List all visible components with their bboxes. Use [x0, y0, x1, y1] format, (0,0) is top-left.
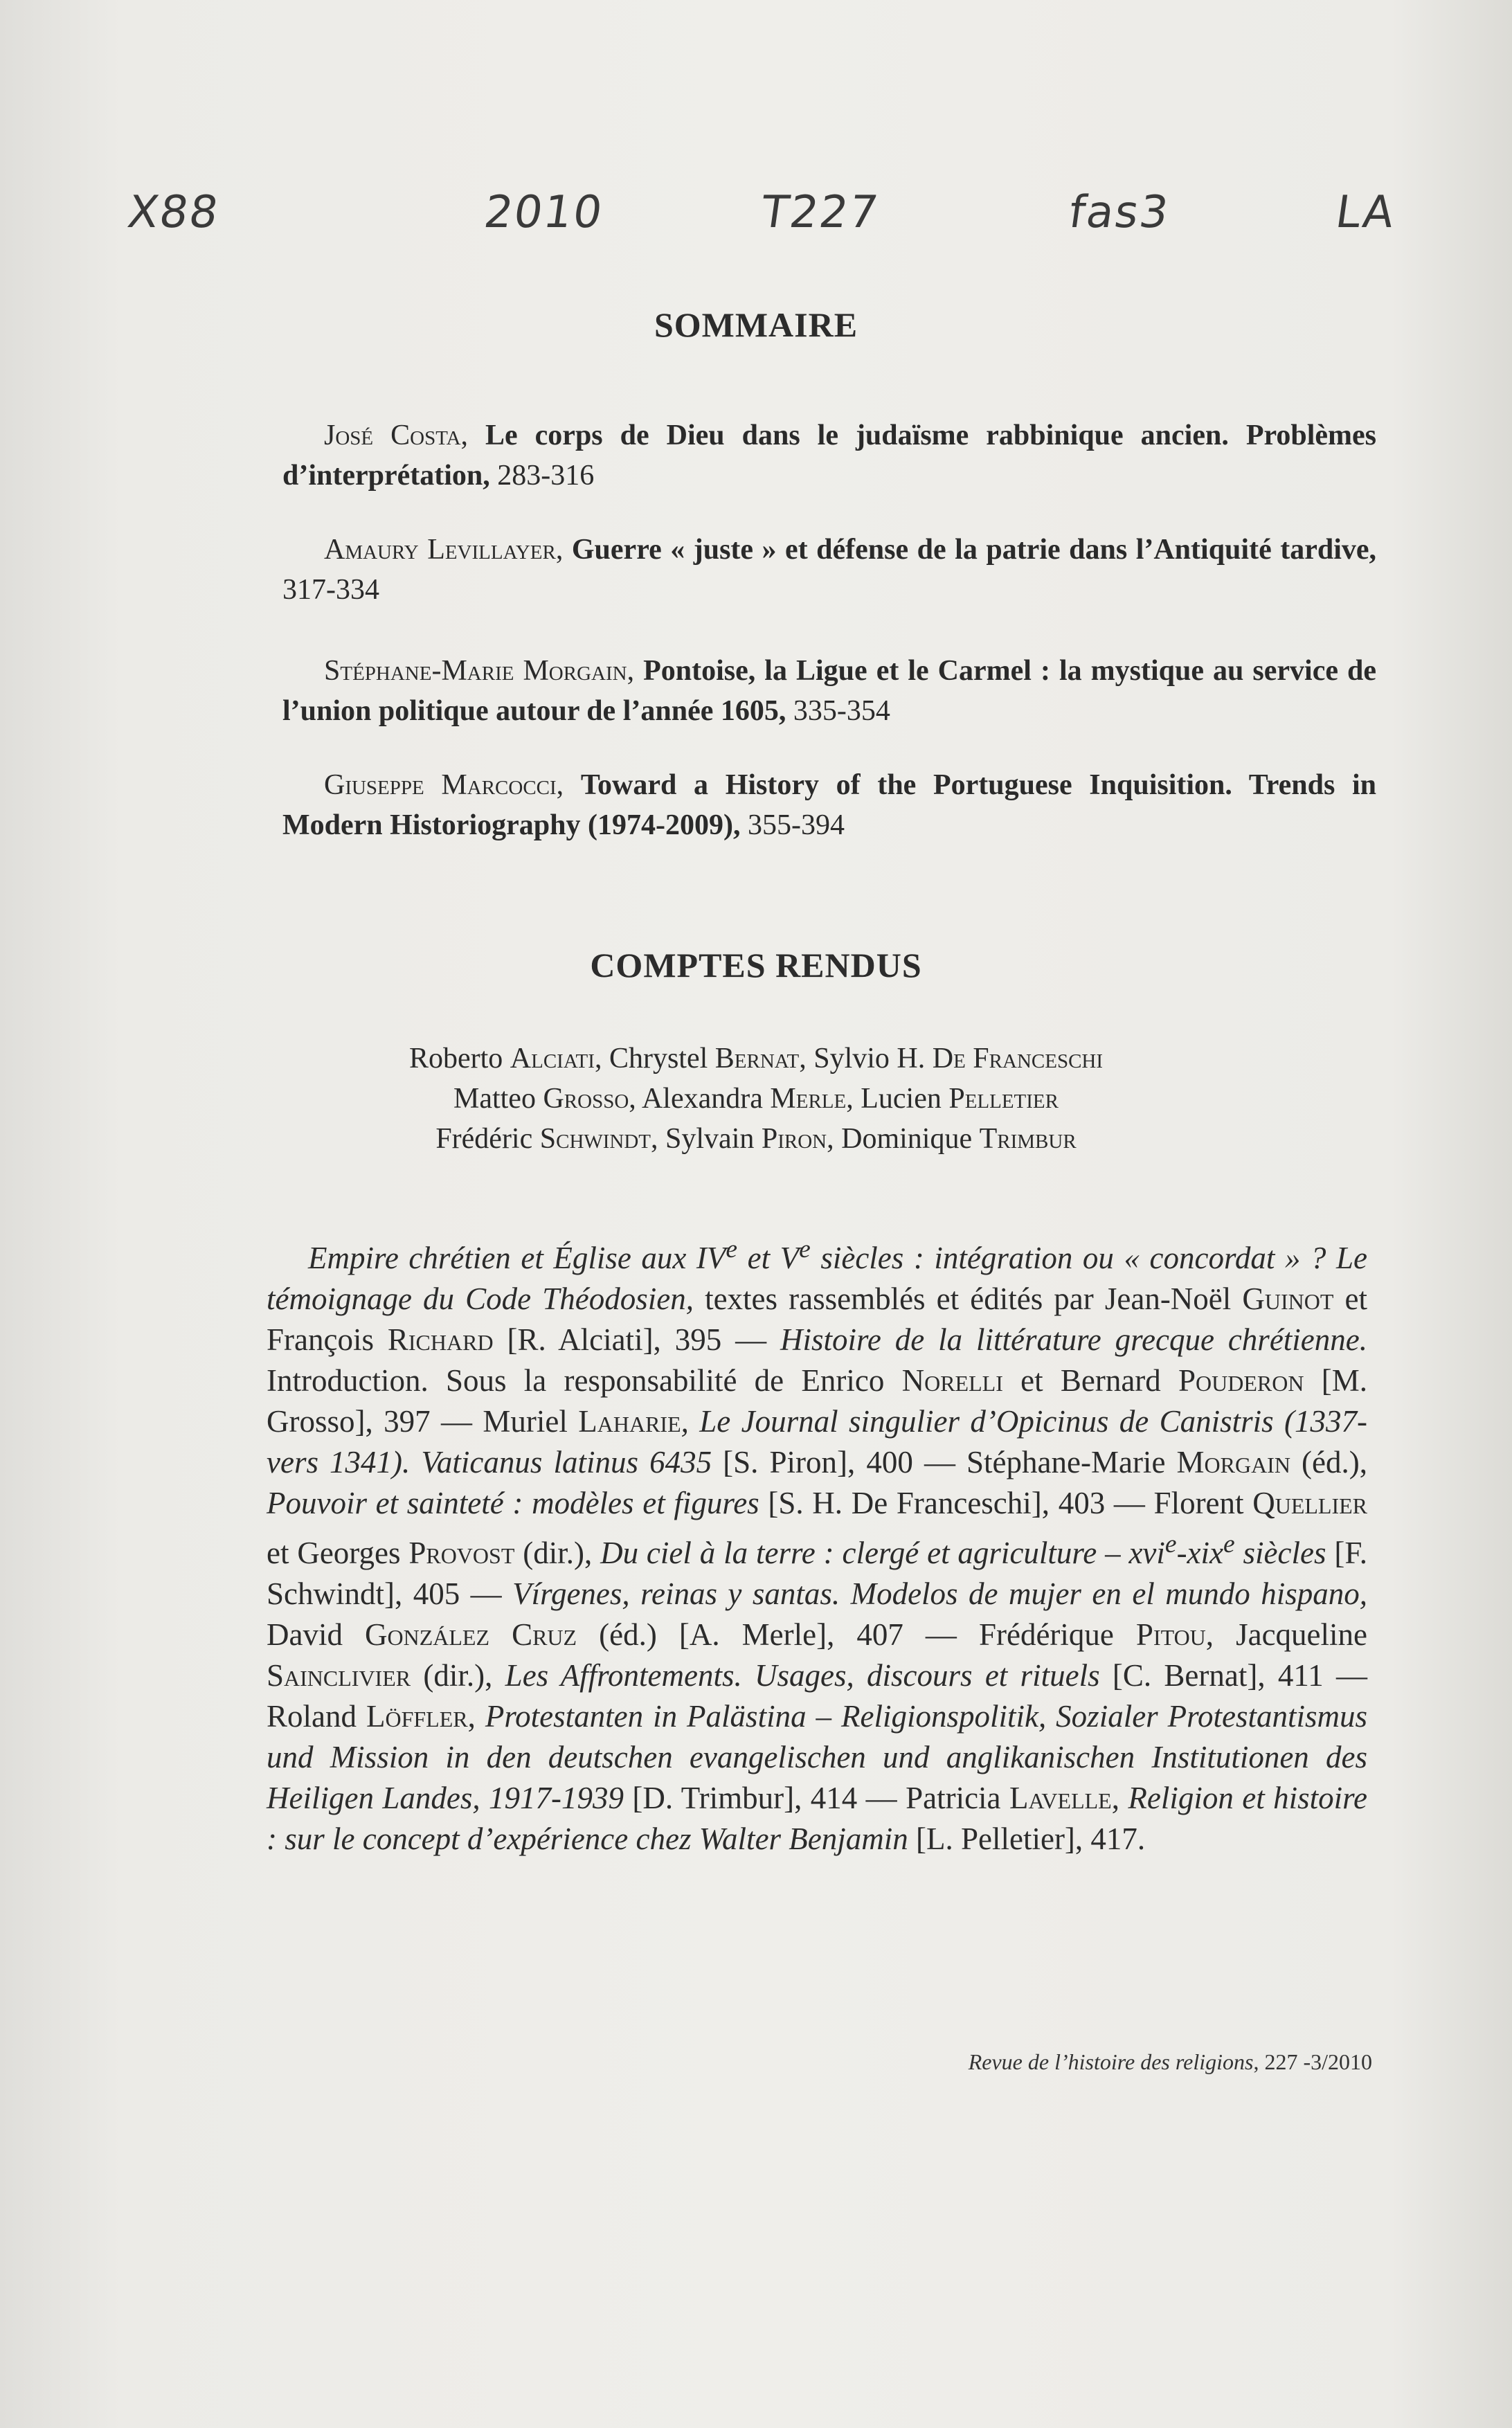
review-text: , — [1111, 1781, 1128, 1815]
entry-author: Amaury Levillayer, — [324, 534, 564, 566]
review-text: Muriel — [483, 1404, 579, 1439]
reviewer-last: Pelletier — [948, 1083, 1059, 1115]
reviewers-line-3: Frédéric Schwindt, Sylvain Piron, Dominique Trimbur — [435, 1123, 1077, 1155]
review-title: Les Affrontements. Usages, discours et rituels — [505, 1658, 1100, 1693]
review-title: Du ciel à la terre : clergé et agriculture – xvi — [600, 1536, 1165, 1570]
review-ref: [C. Bernat], 411 — — [1099, 1658, 1368, 1693]
handwritten-note-3: T227 — [757, 187, 883, 238]
review-title: siècles : intégration ou « concordat » ? Le témoignage du Code Théodosien, — [267, 1241, 1367, 1316]
review-title: e — [1164, 1530, 1177, 1558]
reviewer-last: De Franceschi — [932, 1043, 1104, 1074]
reviewer-first: Sylvio H. — [813, 1043, 926, 1074]
review-author: Richard — [387, 1322, 494, 1357]
reviewers-line-2: Matteo Grosso, Alexandra Merle, Lucien Pelletier — [453, 1083, 1059, 1115]
review-author: Morgain — [1176, 1445, 1290, 1480]
entry-author: Giuseppe Marcocci, — [324, 769, 564, 801]
review-text: et François — [267, 1282, 1367, 1357]
review-title: Pouvoir et sainteté : modèles et figures — [267, 1486, 759, 1520]
reviewer-first: Roberto — [408, 1043, 503, 1074]
review-text: Florent — [1153, 1486, 1253, 1520]
sommaire-heading: SOMMAIRE — [654, 305, 858, 344]
journal-footer — [846, 2049, 1372, 2075]
review-author: Pitou — [1135, 1617, 1206, 1652]
entry-title: Guerre « juste » et défense de la patrie dans l’Antiquité tardive, — [571, 534, 1377, 566]
review-author: Löffler — [366, 1699, 468, 1734]
review-author: Quellier — [1252, 1486, 1368, 1520]
reviewer-first: Frédéric — [435, 1123, 533, 1155]
sommaire-entry — [282, 530, 1376, 610]
review-author: Laharie — [578, 1404, 681, 1439]
review-ref: [M. Grosso], 397 — — [267, 1363, 1368, 1439]
reviewer-first: Chrystel — [609, 1043, 708, 1074]
review-title: e — [1223, 1530, 1235, 1558]
review-title: Empire chrétien et Église aux — [308, 1241, 696, 1275]
review-ref: [R. Alciati], 395 — — [493, 1322, 780, 1357]
review-author: Guinot — [1242, 1282, 1334, 1316]
reviewer-last: Trimbur — [979, 1123, 1077, 1155]
reviews-paragraph — [267, 1229, 1367, 1860]
review-text: (dir.), — [411, 1658, 505, 1693]
entry-pages: 335-354 — [793, 695, 890, 727]
review-ref: [D. Trimbur], 414 — — [624, 1781, 906, 1815]
sommaire-entry — [282, 415, 1376, 496]
review-text: David — [267, 1617, 366, 1652]
review-text: , — [467, 1699, 485, 1734]
review-title: Vírgenes, reinas y santas. Modelos de mujer en el mundo hispano, — [512, 1576, 1367, 1611]
review-text: textes rassemblés et édités par Jean-Noël — [693, 1282, 1243, 1316]
reviewer-first: Dominique — [841, 1123, 973, 1155]
reviewer-last: Merle — [770, 1083, 847, 1115]
reviewer-last: Grosso — [543, 1083, 629, 1115]
review-title: et — [737, 1241, 780, 1275]
reviewer-last: Piron — [761, 1123, 827, 1155]
review-author: González Cruz — [365, 1617, 577, 1652]
review-author: Norelli — [901, 1363, 1003, 1398]
review-title: IV — [696, 1241, 726, 1275]
entry-pages: 355-394 — [747, 809, 845, 841]
review-text: et Georges — [267, 1536, 409, 1570]
review-ref: [S. Piron], 400 — — [712, 1445, 967, 1480]
review-title: Histoire de la littérature grecque chrétienne. — [780, 1322, 1367, 1357]
reviewers-line-1: Roberto Alciati, Chrystel Bernat, Sylvio H. De Franceschi — [408, 1043, 1104, 1074]
reviewer-first: Lucien — [861, 1083, 942, 1115]
review-title: Religion et histoire : sur le concept d’expérience chez Walter Benjamin — [267, 1781, 1368, 1856]
comptes-rendus-heading: COMPTES RENDUS — [590, 946, 922, 984]
handwritten-note-1: X88 — [124, 187, 223, 238]
review-text: Frédérique — [978, 1617, 1136, 1652]
review-author: Sainclivier — [267, 1658, 411, 1693]
review-author: Provost — [408, 1536, 515, 1570]
sommaire-entry — [282, 765, 1376, 845]
review-ref: [S. H. De Franceschi], 403 — — [759, 1486, 1154, 1520]
review-title: e — [799, 1235, 811, 1264]
review-title: V — [780, 1241, 800, 1275]
review-text: , Jacqueline — [1205, 1617, 1367, 1652]
review-ref: [L. Pelletier], 417. — [908, 1822, 1146, 1856]
journal-issue: , 227 -3/2010 — [1253, 2049, 1372, 2074]
review-ref: [F. Schwindt], 405 — — [267, 1536, 1367, 1611]
entry-author: Stéphane-Marie Morgain, — [324, 655, 635, 687]
review-title: , Le Journal singulier d’Opicinus de Canistris (1337-vers 1341). Vaticanus latinus 6435 — [267, 1404, 1367, 1480]
entry-title: Pontoise, la Ligue et le Carmel : la mystique au service de l’union politique autour de l’année 1605, — [282, 655, 1377, 727]
entry-title: Le corps de Dieu dans le judaïsme rabbinique ancien. Problèmes d’interprétation, — [282, 420, 1376, 492]
review-author: Pouderon — [1178, 1363, 1304, 1398]
review-text: Patricia — [906, 1781, 1009, 1815]
reviewer-last: Schwindt — [539, 1123, 651, 1155]
review-title: e — [726, 1235, 738, 1264]
handwritten-note-4: fas3 — [1065, 187, 1173, 238]
review-text: (dir.), — [514, 1536, 601, 1570]
review-text: (éd.), — [1290, 1445, 1367, 1480]
entry-title: Toward a History of the Portuguese Inquisition. Trends in Modern Historiography (1974-2009), — [282, 769, 1376, 841]
review-author: Lavelle — [1009, 1781, 1112, 1815]
entry-author: José Costa, — [324, 420, 469, 451]
reviewer-last: Bernat — [714, 1043, 800, 1074]
review-text: Introduction. Sous la responsabilité de Enrico — [267, 1363, 902, 1398]
review-title: Protestanten in Palästina – Religionspolitik, Sozialer Protestantismus und Mission in den deutschen evangelischen und anglikanischen Institutionen des Heiligen Landes, 1917-1939 — [267, 1699, 1367, 1815]
reviewer-first: Alexandra — [641, 1083, 763, 1115]
reviewer-first: Matteo — [453, 1083, 536, 1115]
handwritten-note-5: LA — [1332, 187, 1399, 238]
handwritten-note-2: 2010 — [480, 187, 607, 238]
review-text: et Bernard — [1002, 1363, 1179, 1398]
review-text: Roland — [267, 1699, 366, 1734]
sommaire-entry — [282, 651, 1376, 731]
review-title: siècles — [1234, 1536, 1326, 1570]
review-text: Stéphane-Marie — [966, 1445, 1177, 1480]
entry-pages: 283-316 — [497, 460, 595, 492]
review-ref: (éd.) [A. Merle], 407 — — [577, 1617, 979, 1652]
review-title: -xix — [1176, 1536, 1223, 1570]
reviewer-first: Sylvain — [665, 1123, 755, 1155]
journal-name: Revue de l’histoire des religions — [968, 2049, 1254, 2074]
entry-pages: 317-334 — [282, 574, 379, 606]
reviewer-last: Alciati — [510, 1043, 595, 1074]
